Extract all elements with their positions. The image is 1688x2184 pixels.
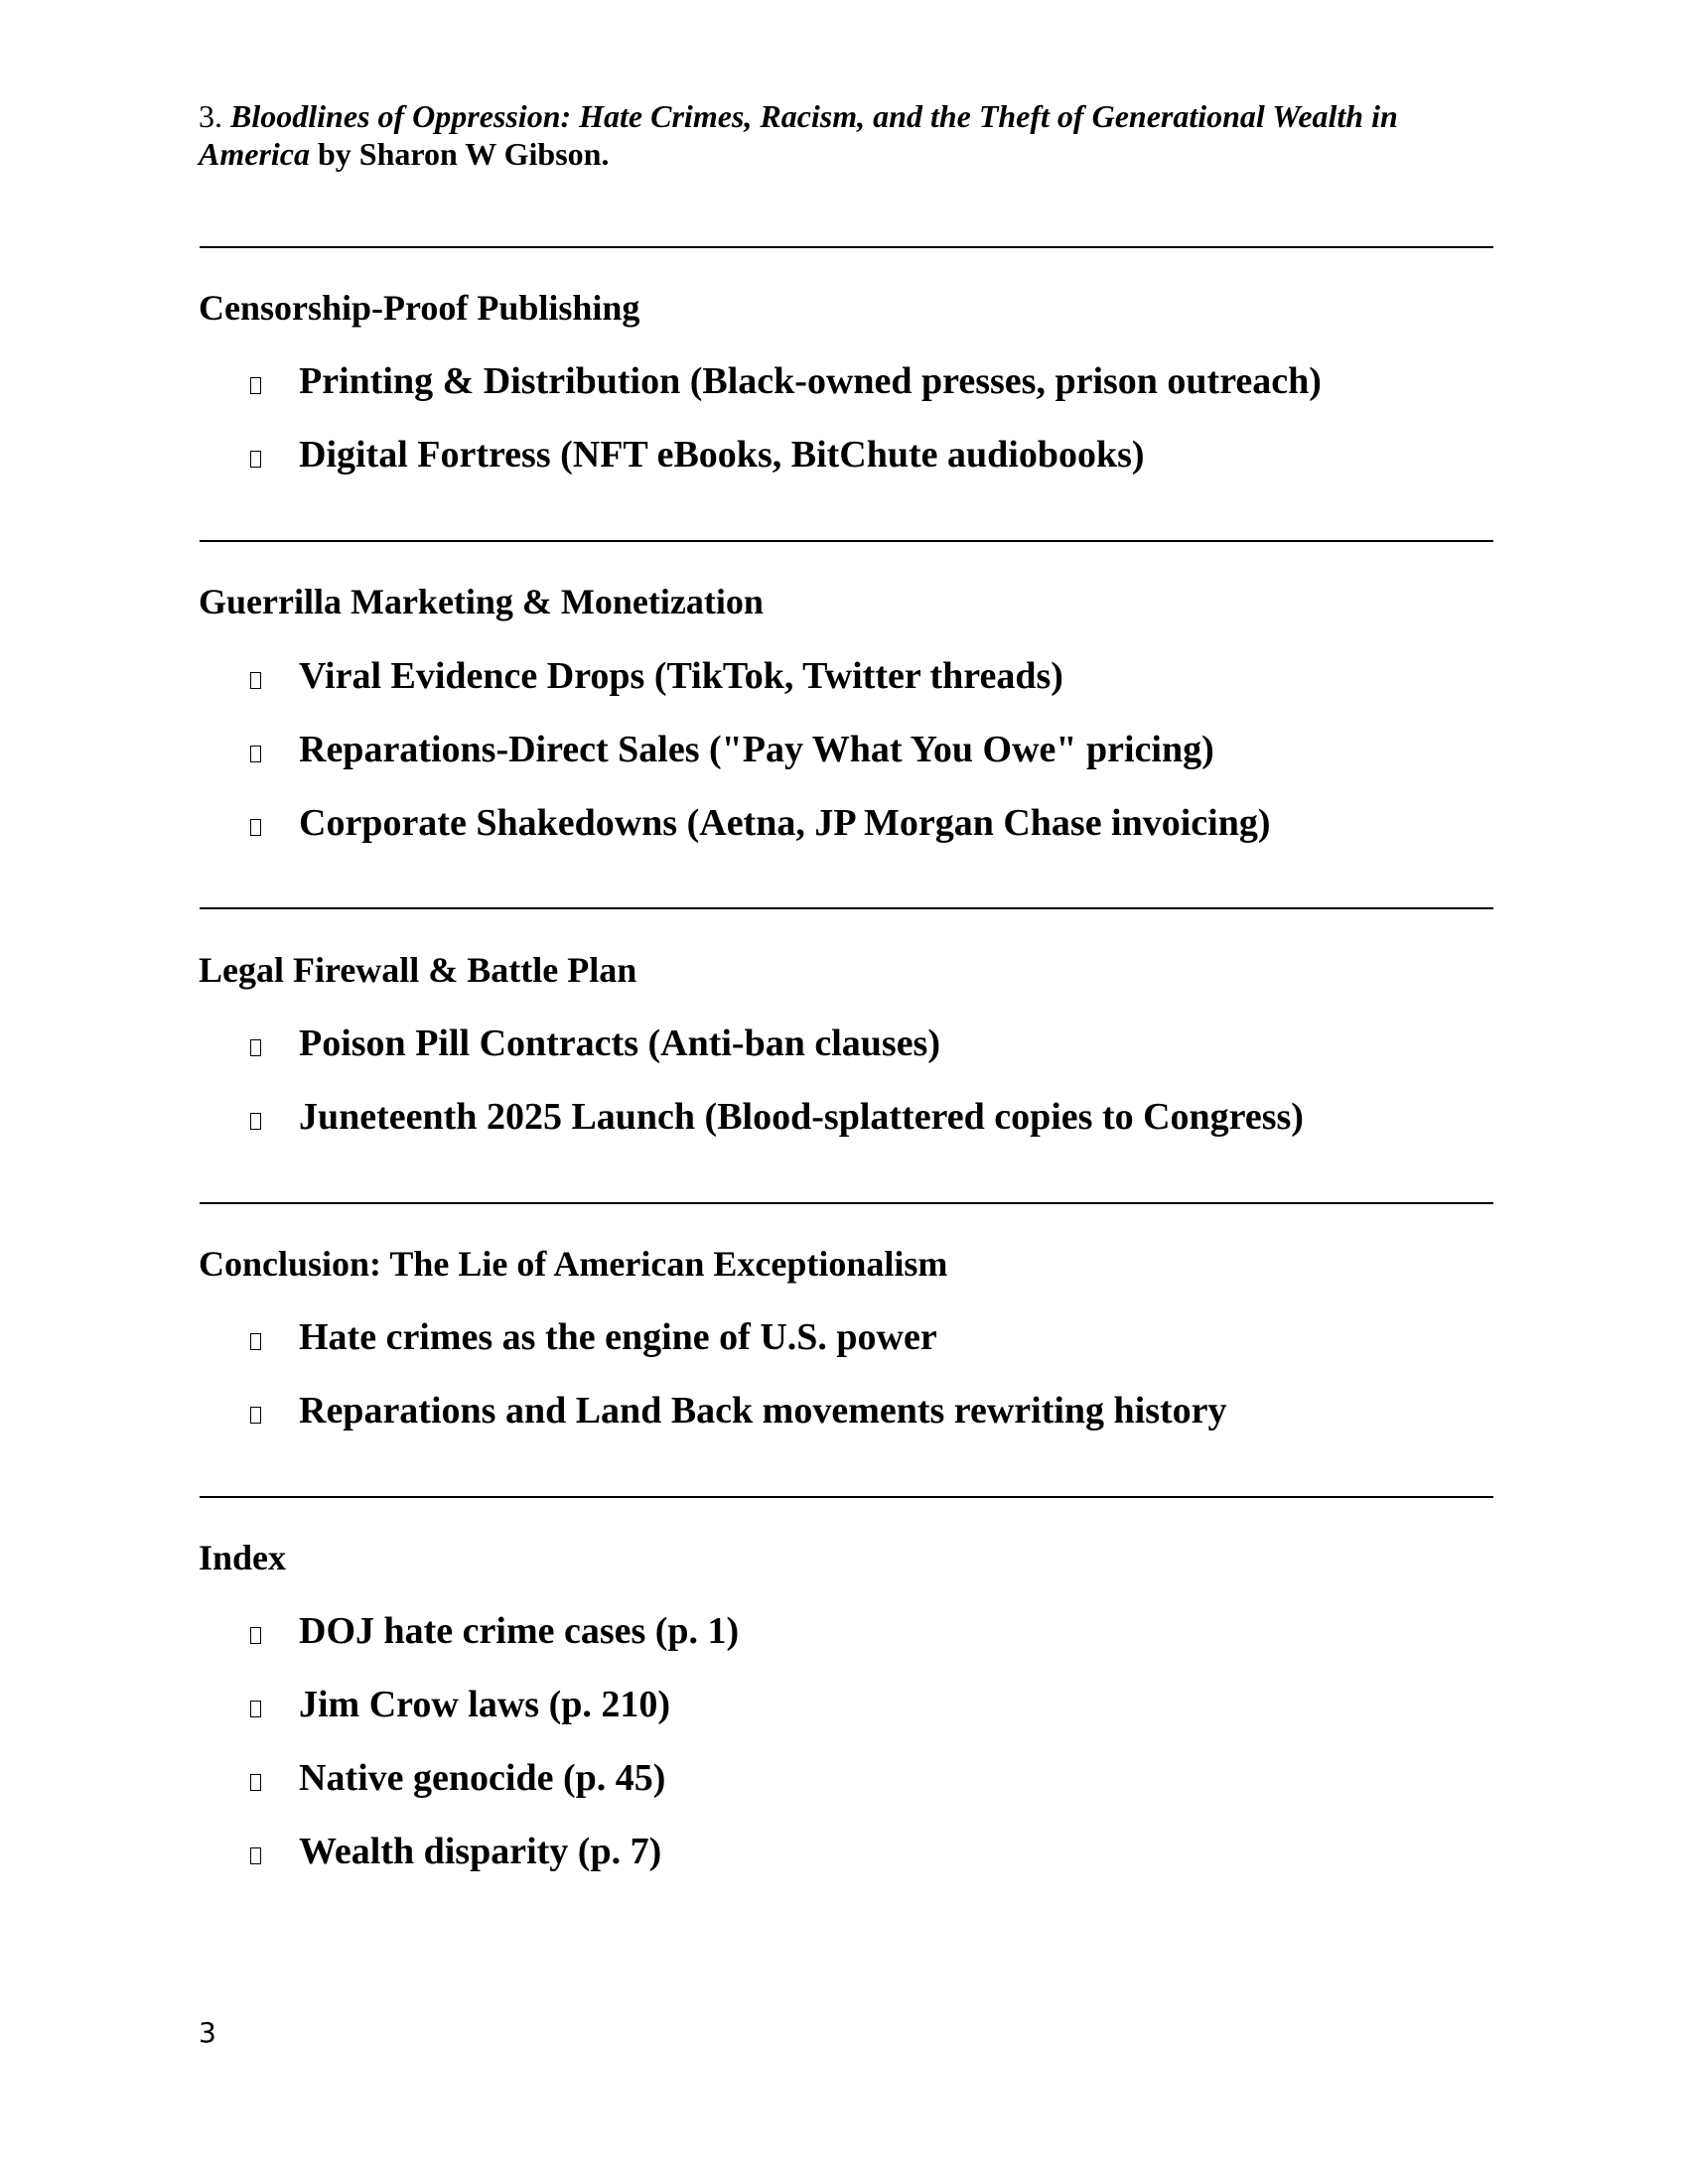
list-item-text: Corporate Shakedowns (Aetna, JP Morgan Chase invoicing)	[299, 802, 1271, 844]
section-heading-censorship-proof-publishing: Censorship-Proof Publishing	[199, 288, 640, 328]
list-item-text: Wealth disparity (p. 7)	[299, 1831, 662, 1872]
square-bullet-icon	[250, 672, 261, 689]
list-item-text: Viral Evidence Drops (TikTok, Twitter threads)	[299, 655, 1063, 697]
square-bullet-icon	[250, 1627, 261, 1644]
square-bullet-icon	[250, 1333, 261, 1350]
square-bullet-icon	[250, 819, 261, 836]
horizontal-divider	[200, 540, 1493, 542]
square-bullet-icon	[250, 1407, 261, 1424]
list-item-text: Reparations-Direct Sales ("Pay What You Owe" pricing)	[299, 729, 1214, 770]
book-author: by Sharon W Gibson.	[317, 136, 610, 172]
square-bullet-icon	[250, 1847, 261, 1864]
square-bullet-icon	[250, 377, 261, 394]
list-item-text: Juneteenth 2025 Launch (Blood-splattered copies to Congress)	[299, 1096, 1304, 1138]
horizontal-divider	[200, 1202, 1493, 1204]
list-item-text: Reparations and Land Back movements rewriting history	[299, 1390, 1227, 1432]
square-bullet-icon	[250, 1039, 261, 1056]
list-item-text: Jim Crow laws (p. 210)	[299, 1684, 671, 1725]
list-item-text: Hate crimes as the engine of U.S. power	[299, 1316, 937, 1358]
book-title: Bloodlines of Oppression: Hate Crimes, Racism, and the Theft of Generational Wealth in America	[199, 98, 1398, 172]
page-number: 3	[199, 2016, 216, 2049]
section-heading-conclusion: Conclusion: The Lie of American Exceptionalism	[199, 1244, 948, 1284]
section-heading-legal-firewall: Legal Firewall & Battle Plan	[199, 950, 637, 990]
horizontal-divider	[200, 246, 1493, 248]
list-item-text: Digital Fortress (NFT eBooks, BitChute audiobooks)	[299, 434, 1145, 476]
square-bullet-icon	[250, 1113, 261, 1130]
header-number: 3.	[199, 98, 222, 134]
horizontal-divider	[200, 907, 1493, 909]
section-heading-index: Index	[199, 1538, 287, 1577]
square-bullet-icon	[250, 746, 261, 762]
square-bullet-icon	[250, 1701, 261, 1717]
list-item-text: Poison Pill Contracts (Anti-ban clauses)	[299, 1023, 940, 1064]
list-item-text: Printing & Distribution (Black-owned presses, prison outreach)	[299, 360, 1322, 402]
list-item-text: Native genocide (p. 45)	[299, 1757, 666, 1799]
list-item-text: DOJ hate crime cases (p. 1)	[299, 1610, 740, 1652]
square-bullet-icon	[250, 1774, 261, 1791]
section-heading-guerrilla-marketing: Guerrilla Marketing & Monetization	[199, 582, 764, 621]
horizontal-divider	[200, 1496, 1493, 1498]
book-header	[199, 97, 1509, 173]
square-bullet-icon	[250, 451, 261, 468]
